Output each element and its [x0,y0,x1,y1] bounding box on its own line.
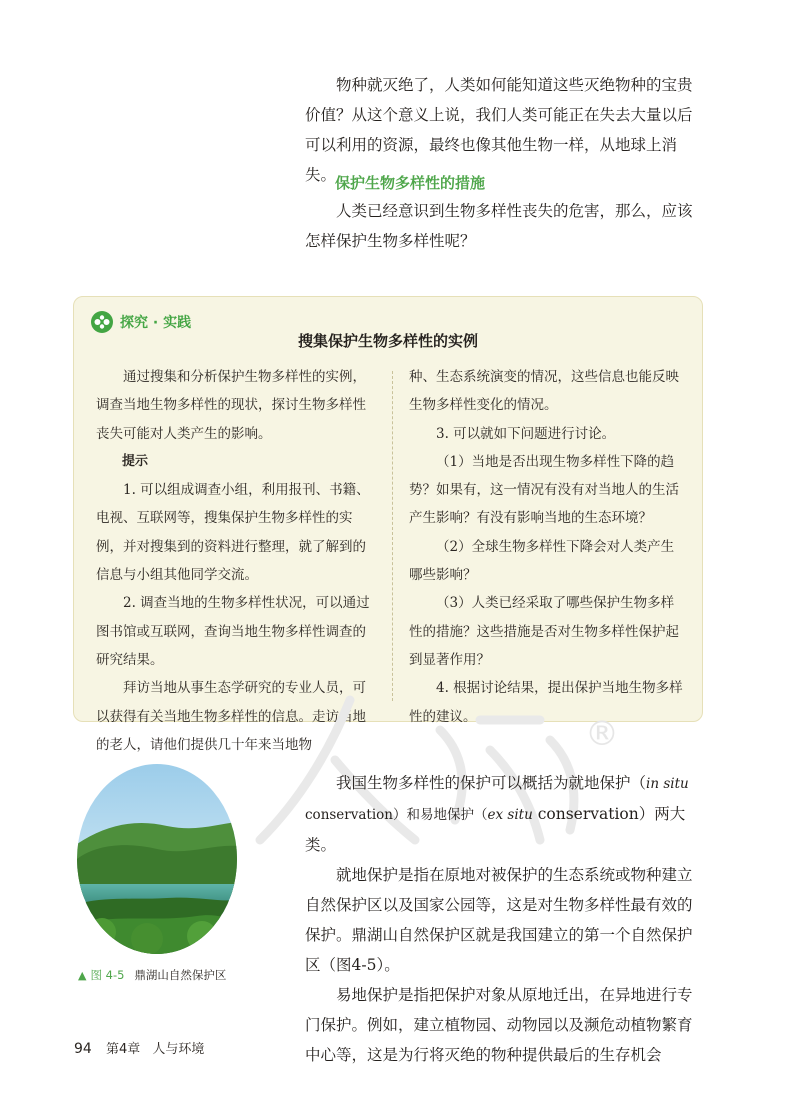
tip-item: 4. 根据讨论结果，提出保护当地生物多样性的建议。 [409,680,683,725]
body-paragraph: 就地保护是指在原地对被保护的生态系统或物种建立自然保护区以及国家公园等，这是对生物多样性最有效的保护。鼎湖山自然保护区就是我国建立的第一个自然保护区（图4-5）。 [305,866,693,974]
section-heading: 保护生物多样性的措施 [335,174,486,192]
body-paragraph: 易地保护是指把保护对象从原地迁出，在异地进行专门保护。例如，建立植物园、动物园以及濒危动植物繁育中心等，这是为行将灭绝的物种提供最后的生存机会 [305,986,693,1064]
body-text-segment: conservation）两大类。 [305,805,686,854]
activity-tag-label: 探究 · 实践 [120,315,192,331]
continued-text: 种、生态系统演变的情况，这些信息也能反映生物多样性变化的情况。 [409,369,679,414]
latin-term: in situ [646,776,689,792]
column-divider [392,371,393,701]
tip-item: 拜访当地从事生态学研究的专业人员，可以获得有关当地生物多样性的信息。走访当地的老人，请他们提供几十年来当地物 [96,680,366,753]
triangle-icon: ▲ [78,968,87,982]
chapter-title: 人与环境 [152,1042,205,1057]
body-text-segment: 我国生物多样性的保护可以概括为就地保护（ [336,774,647,792]
body-text [305,768,705,1070]
question-item: （3）人类已经采取了哪些保护生物多样性的措施？这些措施是否对生物多样性保护起到显著作用？ [409,595,679,668]
section-paragraph: 人类已经意识到生物多样性丧失的危害，那么，应该怎样保护生物多样性呢？ [305,202,693,250]
activity-intro: 通过搜集和分析保护生物多样性的实例，调查当地生物多样性的现状，探讨生物多样性丧失可能对人类产生的影响。 [96,369,366,442]
tip-label: 提示 [122,453,149,469]
figure-caption [78,967,226,983]
intro-paragraph: 物种就灭绝了，人类如何能知道这些灭绝物种的宝贵价值？从这个意义上说，我们人类可能正在失去大量以后可以利用的资源，最终也像其他生物一样，从地球上消失。 [305,76,693,184]
tip-item: 1. 可以组成调查小组，利用报刊、书籍、电视、互联网等，搜集保护生物多样性的实例，并对搜集到的资料进行整理，就了解到的信息与小组其他同学交流。 [96,482,370,584]
tip-item: 3. 可以就如下问题进行讨论。 [436,425,616,442]
page-footer [74,1038,204,1057]
tip-item: 2. 调查当地的生物多样性状况，可以通过图书馆或互联网，查询当地生物多样性调查的研究结果。 [96,595,370,668]
body-paragraph [305,768,705,860]
registered-mark: ® [585,714,619,754]
figure-caption-text: 鼎湖山自然保护区 [134,968,227,982]
question-item: （1）当地是否出现生物多样性下降的趋势？如果有，这一情况有没有对当地人的生活产生影响？有没有影响当地的生态环境？ [409,453,679,527]
question-item: （2）全球生物多样性下降会对人类产生哪些影响？ [409,538,675,584]
activity-right-column [409,363,685,731]
nature-reserve-photo [77,764,237,954]
page-number: 94 [74,1041,92,1057]
chapter-label: 第4章 [105,1042,141,1057]
activity-box [73,296,703,753]
figure-number: 图 4-5 [90,968,125,982]
activity-left-column [96,363,372,759]
latin-term: ex situ [487,807,533,823]
activity-title: 搜集保护生物多样性的实例 [297,332,478,350]
body-text-segment: conservation）和易地保护（ [305,807,488,823]
